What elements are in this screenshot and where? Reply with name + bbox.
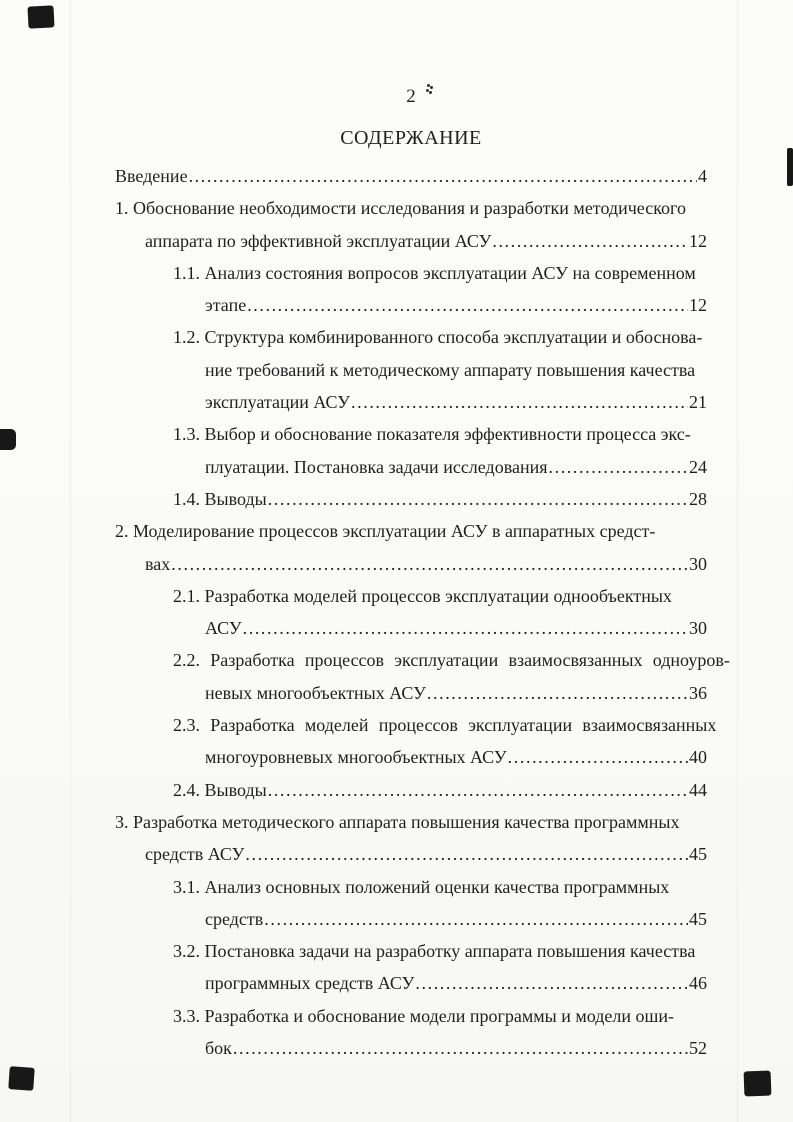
toc-entry-text: невых многообъектных АСУ <box>205 682 426 703</box>
toc-line <box>115 160 707 192</box>
dot-leader <box>245 838 688 870</box>
toc-line <box>115 289 707 321</box>
toc-line <box>115 903 707 935</box>
toc-line <box>115 1032 707 1064</box>
toc-page-number: 45 <box>689 844 707 865</box>
toc-entry-text: аппарата по эффективной эксплуатации АСУ <box>145 230 492 251</box>
dot-leader <box>247 289 688 321</box>
toc-page-number: 40 <box>689 747 707 768</box>
toc-entry-text: 3.2. Постановка задачи на разработку аппарата повышения качества <box>173 941 696 962</box>
scan-artifact-left-edge <box>0 429 16 450</box>
toc-page-number: 24 <box>689 456 707 477</box>
dot-leader <box>351 386 688 418</box>
toc-line <box>115 483 707 515</box>
toc-line <box>115 871 707 903</box>
toc-page-number: 36 <box>689 682 707 703</box>
toc-entry-text: средств <box>205 908 264 929</box>
dot-leader <box>243 612 688 644</box>
toc-line <box>115 354 707 386</box>
toc-line <box>115 644 730 676</box>
toc-line <box>115 386 707 418</box>
toc-page-number: 12 <box>689 230 707 251</box>
toc-page-number: 46 <box>689 973 707 994</box>
toc-entry-text: АСУ <box>205 618 242 639</box>
toc-page-number: 28 <box>689 488 707 509</box>
toc-entry-text: 2.3. Разработка моделей процессов эксплуатации взаимосвязанных <box>173 715 717 736</box>
dot-leader <box>508 741 688 773</box>
toc-entry-text: этапе <box>205 295 247 316</box>
toc-page-number: 45 <box>689 908 707 929</box>
toc-line <box>115 451 707 483</box>
toc-entry-text: многоуровневых многообъектных АСУ <box>205 747 507 768</box>
toc-entry-text: 2.4. Выводы <box>173 779 267 800</box>
toc-page-number: 30 <box>689 553 707 574</box>
toc-entry-text: программных средств АСУ <box>205 973 415 994</box>
toc-entry-text: средств АСУ <box>145 844 245 865</box>
scan-artifact-bottom-left <box>8 1066 35 1091</box>
toc-entry-text: ние требований к методическому аппарату повышения качества <box>205 359 696 380</box>
toc-line <box>115 967 707 999</box>
toc-entry-text: 3. Разработка методического аппарата повышения качества программных <box>115 811 680 832</box>
scan-artifact-right-edge <box>787 148 793 186</box>
toc-line <box>115 935 707 967</box>
toc-line <box>115 612 707 644</box>
toc-entry-text: 2.2. Разработка процессов эксплуатации взаимосвязанных одноуров- <box>173 650 730 671</box>
dot-leader <box>264 903 688 935</box>
dot-leader <box>415 967 688 999</box>
toc-line <box>115 548 707 580</box>
toc-page-number: 21 <box>689 392 707 413</box>
toc-line <box>115 225 707 257</box>
scan-artifact-bottom-right <box>744 1071 772 1097</box>
toc-page-number: 52 <box>689 1038 707 1059</box>
toc-entry-text: 3.1. Анализ основных положений оценки качества программных <box>173 876 670 897</box>
toc-page-number: 12 <box>689 295 707 316</box>
dot-leader <box>189 160 697 192</box>
toc-line <box>115 515 707 547</box>
toc-entry-text: 2. Моделирование процессов эксплуатации АСУ в аппаратных средст- <box>115 521 656 542</box>
toc-page-number: 44 <box>689 779 707 800</box>
toc-entry-text: эксплуатации АСУ <box>205 392 351 413</box>
toc-entry-text: 1.3. Выбор и обоснование показателя эффективности процесса экс- <box>173 424 691 445</box>
toc-page-number: 4 <box>698 166 707 186</box>
toc-line <box>115 709 717 741</box>
dot-leader <box>427 677 688 709</box>
toc-entry-text: 1.2. Структура комбинированного способа эксплуатации и обоснова- <box>173 327 703 348</box>
toc-line <box>115 418 707 450</box>
toc-line <box>115 774 707 806</box>
dot-leader <box>171 548 688 580</box>
toc-entry-text: 2.1. Разработка моделей процессов эксплуатации однообъектных <box>173 585 672 606</box>
toc-line <box>115 806 707 838</box>
scan-shadow-line-left <box>70 0 71 1122</box>
toc-entry-text: вах <box>145 553 171 574</box>
toc-line <box>115 257 707 289</box>
toc-line <box>115 741 707 773</box>
toc-list <box>115 160 730 1064</box>
toc-line <box>115 838 707 870</box>
dot-leader <box>492 225 688 257</box>
dot-leader <box>233 1032 688 1064</box>
page-number: 2 <box>406 86 416 107</box>
toc-entry-text: Введение <box>115 166 188 186</box>
dot-leader <box>268 774 688 806</box>
toc-title: СОДЕРЖАНИЕ <box>340 127 482 149</box>
toc-entry-text: 1.4. Выводы <box>173 488 267 509</box>
toc-line <box>115 580 707 612</box>
toc-line <box>115 677 707 709</box>
dot-leader <box>268 483 688 515</box>
toc-entry-text: бок <box>205 1038 232 1059</box>
scan-shadow-line-right <box>737 0 738 1122</box>
toc-entry-text: плуатации. Постановка задачи исследования <box>205 456 548 477</box>
toc-line <box>115 192 707 224</box>
toc-entry-text: 1. Обоснование необходимости исследования и разработки методического <box>115 198 686 219</box>
toc-entry-text: 1.1. Анализ состояния вопросов эксплуатации АСУ на современном <box>173 262 696 283</box>
toc-entry-text: 3.3. Разработка и обоснование модели программы и модели оши- <box>173 1005 674 1026</box>
dot-leader <box>549 451 689 483</box>
toc-line <box>115 1000 707 1032</box>
scan-artifact-top-left <box>27 5 54 28</box>
toc-line <box>115 321 707 353</box>
toc-page-number: 30 <box>689 618 707 639</box>
